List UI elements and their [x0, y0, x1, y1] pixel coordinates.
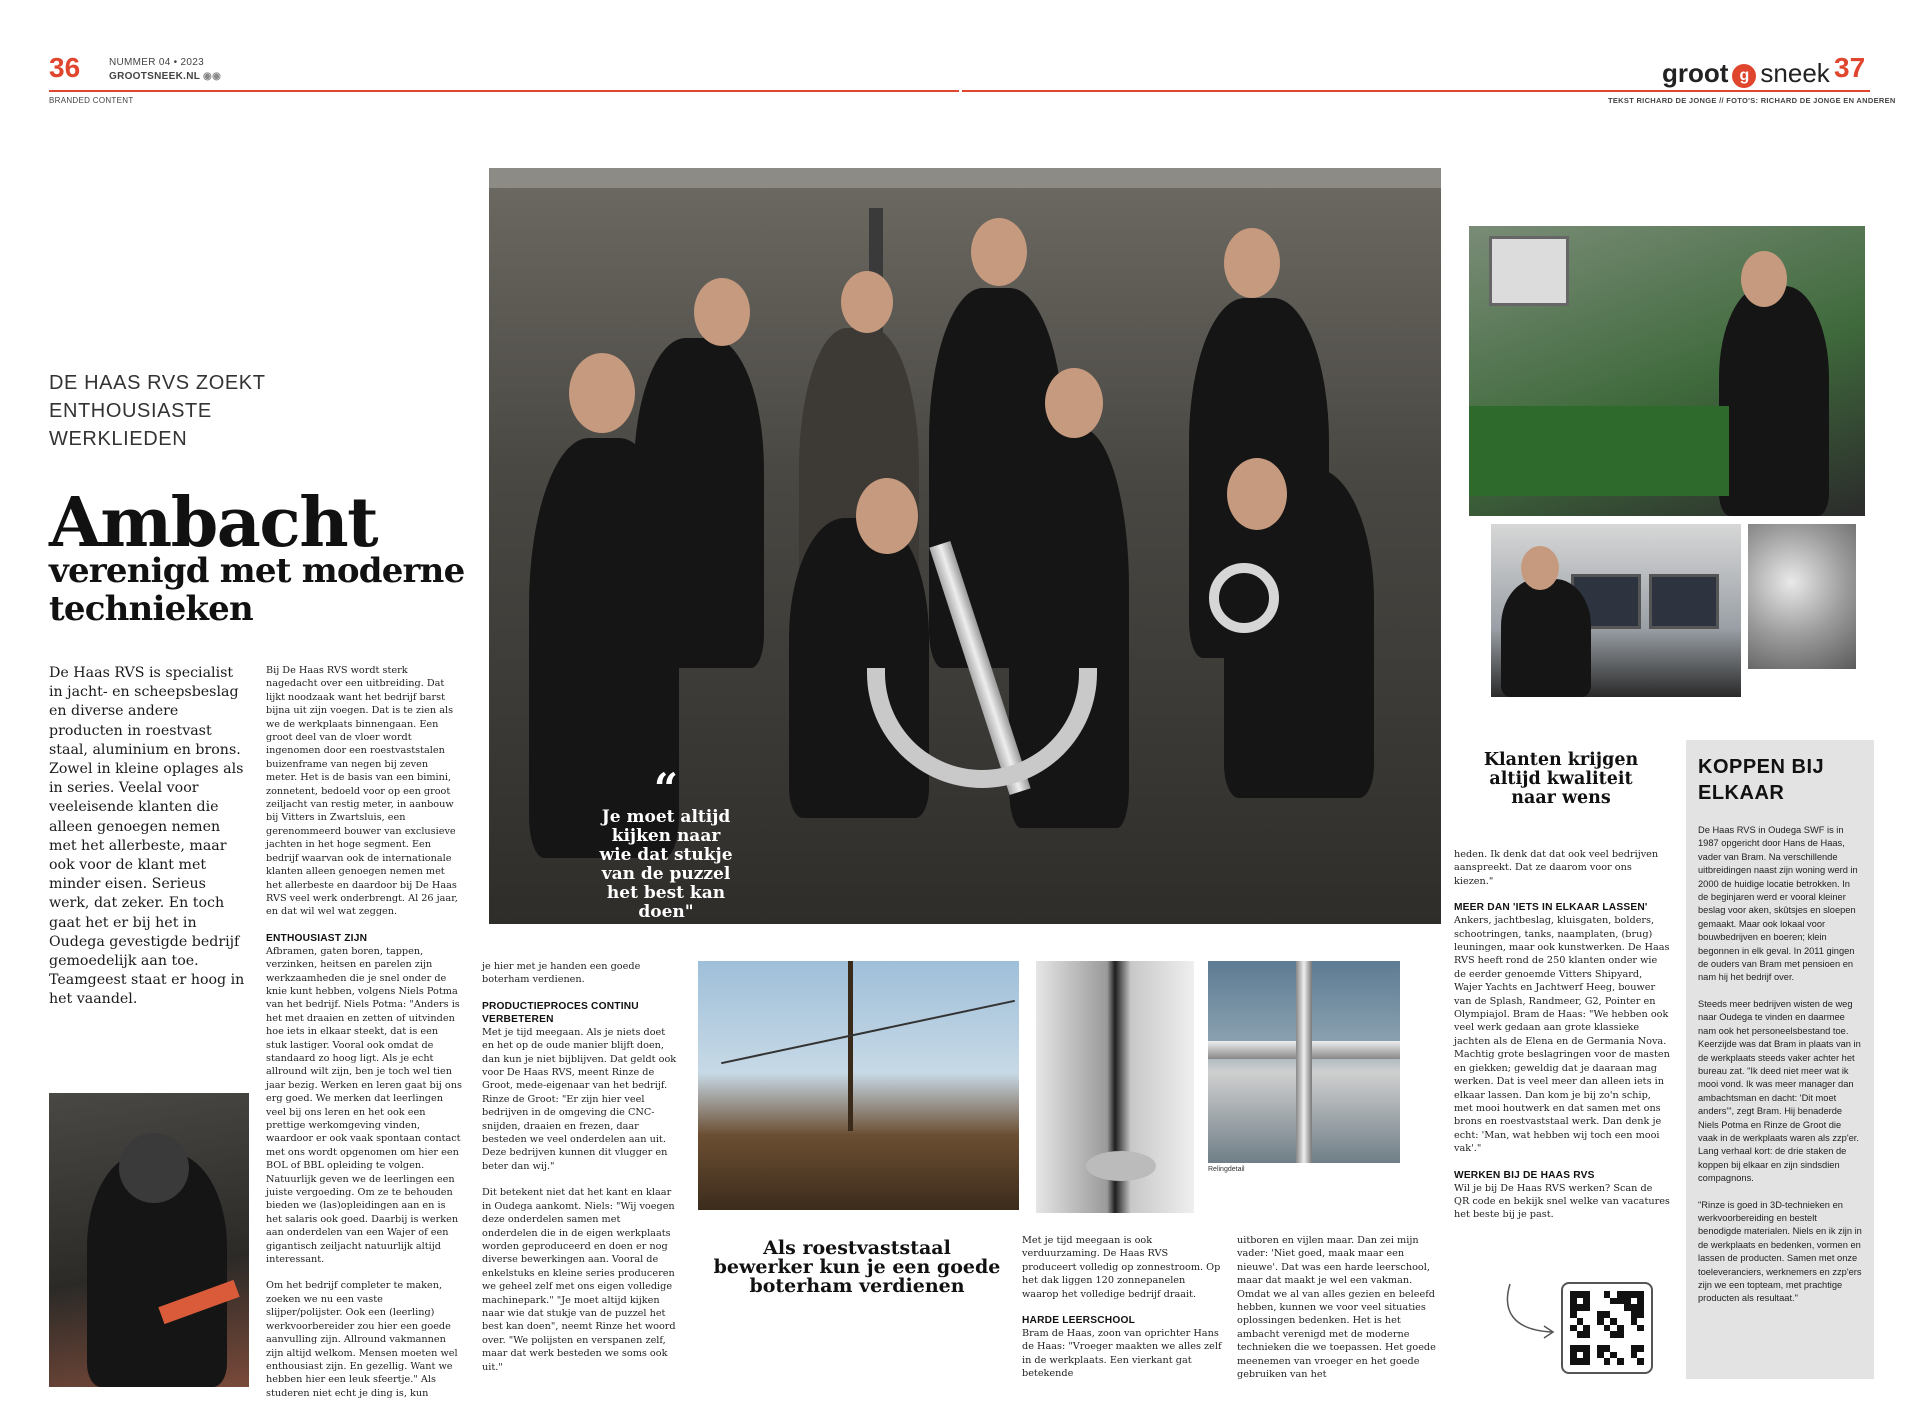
sidebar-koppen [1686, 740, 1874, 1379]
col3-subheading: HARDE LEERSCHOOL [1022, 1315, 1136, 1327]
col5-subheading-2: WERKEN BIJ DE HAAS RVS [1454, 1169, 1595, 1181]
col3-paragraph-1: Met je tijd meegaan is ook verduurzaming. De Haas RVS produceert volledig op zonnestroom. Op het dak liggen 120 zonnepanelen waarop het volledige bedrijf draait. [1022, 1235, 1221, 1300]
page-number-right: 37 [1834, 52, 1866, 83]
sidebar-paragraph-2: Steeds meer bedrijven wisten de weg naar Oudega te vinden en daarmee nam ook het personeelsbestand toe. Keerzijde was dat Bram in plaats van in de werkplaats steeds vaker achter het bureau zat. "Ik deed niet meer wat ik mooi vond. Ik was meer manager dan ambachtsman en dacht: 'Dit moet anders'", zegt Bram. Hij benaderde Niels Potma en Rinze de Groot die vaak in de werkplaats waren als zzp'er. Lang verhaal kort: de drie staken de koppen bij elkaar en zijn sindsdien compagnons. [1698, 998, 1861, 1184]
cnc-programming-photo [1491, 524, 1741, 697]
lathe-photo [1469, 226, 1865, 516]
header-rule-right [962, 90, 1870, 92]
sidebar-title: KOPPEN BIJ ELKAAR [1698, 756, 1825, 804]
col1-subheading: ENTHOUSIAST ZIJN [266, 932, 368, 944]
railing-closeup-photo [1036, 961, 1194, 1213]
page-number-left: 36 [49, 52, 81, 83]
intro-paragraph: De Haas RVS is specialist in jacht- en scheepsbeslag en diverse andere producten in roestvast staal, aluminium en brons. Zowel in kleine oplages als in series. Veelal voor veeleisende klanten die alleen genoegen nemen met het allerbeste, maar ook voor de klant met minder eisen. Serieus werk, dat zeker. En toch gaat het er bij het in Oudega gevestigde bedrijf gemoedelijk aan toe. Teamgeest staat er hoog in het vaandel. [49, 665, 245, 1008]
qr-pattern [1570, 1291, 1644, 1365]
col2-paragraph-3: Dit betekent niet dat het kant en klaar in Oudega aankomt. Niels: "Wij voegen deze onderdelen samen met onderdelen die in de eigen werkplaats worden geproduceerd en doen er nog diverse bewerkingen aan. Vooral de enkelstuks en kleine series produceren we geheel zelf met ons eigen volledige machinepark." "Je moet altijd kijken naar wie dat stukje van de puzzel het best kan doen", neemt Rinze het woord over. "We polijsten en verspanen zelf, maar dat werk besteden we soms ook uit." [482, 1187, 676, 1373]
pull-quote-boterham: Als roestvaststaal bewerker kun je een goede boterham verdienen [713, 1237, 1001, 1297]
brand-g-icon: g [1732, 64, 1756, 88]
credits-line: TEKST RICHARD DE JONGE // FOTO'S: RICHARD DE JONGE EN ANDEREN [1608, 96, 1896, 105]
pull-quote-kwaliteit: Klanten krijgen altijd kwaliteit naar wens [1483, 750, 1639, 808]
col4-paragraph-1: uitboren en vijlen maar. Dan zei mijn vader: 'Niet goed, maak maar een nieuwe'. Dat was een harde leerschool, maar dat maakt je wel een vakman. Omdat we al van alles gezien en beleefd hebben, kunnen we voor veel situaties oplossingen bedenken. Het is het ambacht verenigd met de moderne technieken die we toepassen. Het goede meenemen van vroeger en het goede gebruiken van het [1237, 1235, 1436, 1381]
col2-paragraph-1: je hier met je handen een goede boterham verdienen. [482, 961, 641, 986]
col5-paragraph-1: heden. Ik denk dat dat ook veel bedrijven aanspreekt. Dat ze daarom voor ons kiezen." [1454, 849, 1659, 887]
issue-label: NUMMER 04 • 2023 [109, 57, 204, 68]
site-label [109, 71, 221, 83]
pull-quote-text: Je moet altijd kijken naar wie dat stukje van de puzzel het best kan doen" [599, 807, 733, 922]
header-rule-left [49, 90, 959, 92]
col1-paragraph-1: Bij De Haas RVS wordt sterk nagedacht over een uitbreiding. Dat lijkt noodzaak want het bedrijf barst bijna uit zijn voegen. Dat is te zien als we de werkplaats binnengaan. Een groot deel van de vloer wordt ingenomen door een roestvaststalen buizenframe van negen bij zeven meter. Het is de basis van een bimini, zonnetent, bedoeld voor op een groot zeiljacht van restig meter, in aanbouw bij Vitters in Zwartsluis, een gerenommeerd bouwer van exclusieve jachten in het hoge segment. Een bedrijf waarvan ook de internationale klanten alleen genoegen nemen met het allerbeste en daardoor bij De Haas RVS veel werk onderbrengt. Al 26 jaar, en dat wil wel wat zeggen. [266, 665, 458, 918]
pull-quote [596, 764, 736, 922]
quote-mark-icon: “ [653, 764, 679, 813]
arrow-icon [1500, 1280, 1560, 1340]
brand-logo-sneek: sneek [1760, 58, 1830, 88]
column-1 [266, 664, 462, 1413]
col1-paragraph-2: Afbramen, gaten boren, tappen, verzinken, heitsen en parelen zijn werkzaamheden die je snel onder de knie kunt hebben, volgens Niels Potma van het bedrijf. Niels Potma: "Anders is het met draaien en zetten of uitvinden hoe iets in elkaar steekt, dat is een stuk lastiger. Vooral ook omdat de standaard zo hoog ligt. Als je echt allround wilt zijn, ben je toch wel tien jaar bezig. Werken en leren gaat bij ons erg goed. We merken dat leerlingen veel bij ons leren en het ook een prettige werkomgeving vinden, waardoor er ook vaak spontaan contact met ons wordt opgenomen om hier een BOL of BBL opleiding te volgen. Natuurlijk geven we de leerlingen een juiste vergoeding. Om ze te behouden bieden we (las)opleidingen aan en is het salaris ook goed. Daarbij is werken aan onderdelen van een Wajer of een gigantisch zeiljacht natuurlijk altijd interessant. [266, 945, 462, 1266]
headline-main: Ambacht [49, 483, 378, 563]
col2-subheading: PRODUCTIEPROCES CONTINU VERBETEREN [482, 1000, 639, 1025]
column-2 [482, 960, 678, 1387]
col2-paragraph-2: Met je tijd meegaan. Als je niets doet en het op de oude manier blijft doen, dan kun je niet bijblijven. Dat geldt ook voor De Haas RVS, meent Rinze de Groot, mede-eigenaar van het bedrijf. Rinze de Groot: "Er zijn hier veel bedrijven in de omgeving die CNC-snijden, draaien en frezen, daar besteden we veel onderdelen aan uit. Deze bedrijven kunnen dit vlugger en beter dan wij." [482, 1026, 677, 1172]
brand-logo-groot: groot [1662, 58, 1729, 88]
column-5 [1454, 848, 1670, 1235]
column-4 [1237, 1234, 1437, 1394]
col5-paragraph-3: Wil je bij De Haas RVS werken? Scan de QR code en bekijk snel welke van vacatures het beste bij je past. [1454, 1182, 1670, 1221]
site-url: GROOTSNEEK.NL [109, 71, 200, 82]
steel-rings-photo [1748, 524, 1856, 669]
branded-content-label: BRANDED CONTENT [49, 96, 134, 105]
col5-paragraph-2: Ankers, jachtbeslag, kluisgaten, bolders, schootringen, tanks, naamplaten, (brug) leuningen, maar ook kunstwerken. De Haas RVS heeft rond de 250 klanten onder wie de eerder genoemde Vitters Shipyard, Wajer Yachts en Jachtwerf Heeg, bouwer van de Splash, Randmeer, G2, Pointer en Olympiajol. Bram de Haas: "We hebben ook veel werk gedaan aan grote klassieke jachten als de Elena en de Germania Nova. Machtig grote beslagringen voor de masten en giekken; geweldig dat je daaraan mag werken. Dat is veel meer dan alleen iets in elkaar lassen. Dan kom je bij zo'n schip, met mooi houtwerk en dat samen met ons brons en roestvaststaal werk. Dan denk je echt: 'Man, wat hebben wij toch een mooi vak'." [1454, 915, 1670, 1155]
brand-logo [1662, 58, 1830, 89]
sailing-ship-photo [698, 961, 1019, 1210]
social-icons: ◉◉ [203, 71, 222, 82]
col5-subheading-1: MEER DAN 'IETS IN ELKAAR LASSEN' [1454, 902, 1648, 914]
vacancies-qr-code[interactable] [1561, 1282, 1653, 1374]
photo-caption: Relingdetail [1208, 1166, 1245, 1173]
kicker: DE HAAS RVS ZOEKT ENTHOUSIASTE WERKLIEDEN [49, 372, 266, 450]
sidebar-paragraph-1: De Haas RVS in Oudega SWF is in 1987 opgericht door Hans de Haas, vader van Bram. Na verschillende uitbreidingen naast zijn woning werd in 2000 de huidige locatie betrokken. In de beginjaren werd er vooral kleiner beslag voor aken, skûtsjes en sloepen gemaakt. Maar ook lokaal voor bouwbedrijven en boeren; klein begonnen in elk geval. In 2011 gingen de ouders van Bram met pensioen en nam hij het bedrijf over. [1698, 825, 1858, 983]
sidebar-paragraph-3: "Rinze is goed in 3D-technieken en werkvoorbereiding en bestelt benodigde materialen. Niels en ik zijn in de werkplaats en bedenken, vormen en lassen de producten. Samen met onze toeleveranciers, werknemers en zzp'ers zijn we een topteam, met prachtige producten als resultaat." [1698, 1199, 1862, 1304]
col3-paragraph-2: Bram de Haas, zoon van oprichter Hans de Haas: "Vroeger maakten we alles zelf in de werkplaats. Een vierkant gat betekende [1022, 1328, 1222, 1380]
headline-sub: verenigd met moderne technieken [49, 551, 465, 629]
col1-paragraph-3: Om het bedrijf completer te maken, zoeken we nu een vaste slijper/polijster. Ook een (leerling) werkvoorbereider zou hier een goede aanvulling zijn. Allround vakmannen zijn altijd welkom. Mensen moeten wel enthousiast zijn. En gezellig. Want we hebben hier een leuk sfeertje." Als studeren niet echt je ding is, kun [266, 1280, 458, 1399]
column-3 [1022, 1234, 1222, 1394]
railing-detail-photo [1208, 961, 1400, 1163]
welder-photo [49, 1093, 249, 1387]
